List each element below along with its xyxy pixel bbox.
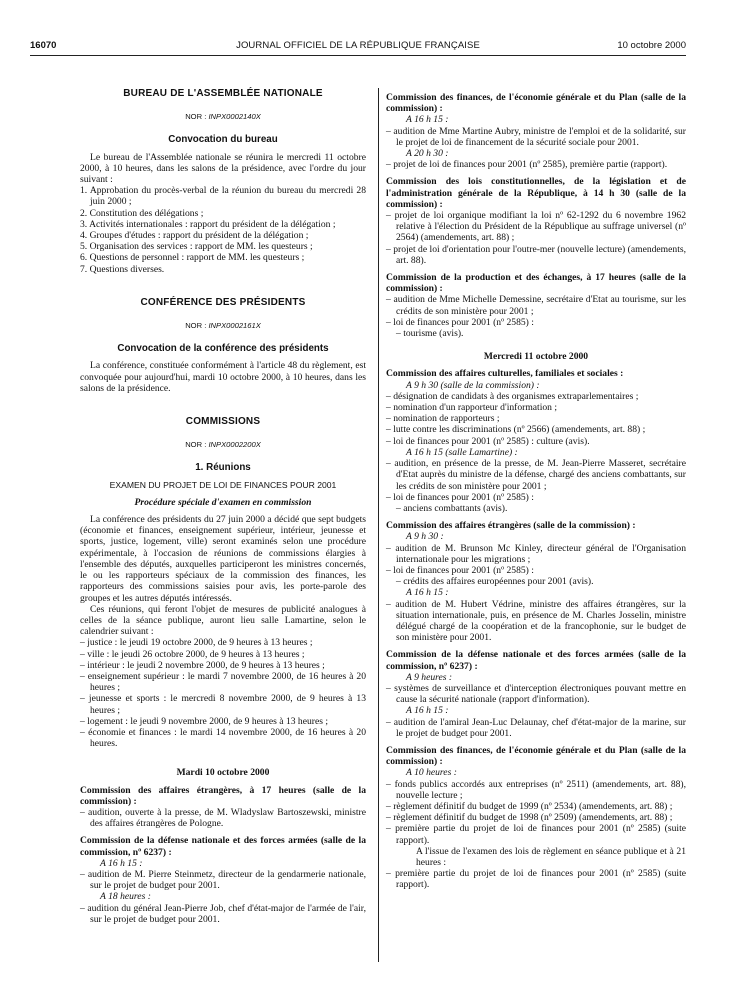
agenda-item: – audition de M. Brunson Mc Kinley, directeur général de l'Organisation internationale pour les migrations ; bbox=[386, 542, 686, 565]
issue-date: 10 octobre 2000 bbox=[617, 40, 686, 51]
schedule-item: – économie et finances : le mardi 14 novembre 2000, de 16 heures à 20 heures. bbox=[80, 726, 366, 750]
conference-title: CONFÉRENCE DES PRÉSIDENTS bbox=[140, 296, 306, 308]
bureau-nor bbox=[80, 111, 366, 122]
bureau-item: 1. Approbation du procès-verbal de la réunion du bureau du mercredi 28 juin 2000 ; bbox=[80, 185, 366, 208]
session-time: A 18 heures : bbox=[100, 891, 151, 903]
schedule-item: – ville : le jeudi 26 octobre 2000, de 9 heures à 13 heures ; bbox=[80, 648, 305, 660]
agenda-item: – première partie du projet de loi de finances pour 2001 (nº 2585) (suite rapport). bbox=[386, 868, 686, 891]
commission-heading: Commission des affaires étrangères (salle de la commission) : bbox=[386, 520, 636, 532]
commission-heading: Commission des affaires culturelles, familiales et sociales : bbox=[386, 368, 624, 380]
agenda-item: – projet de loi organique modifiant la loi nº 62-1292 du 6 novembre 1962 relative à l'élection du Président de la République au suffrage universel (nº 2564) (amendements, art. 88) ; bbox=[386, 210, 686, 244]
agenda-item: – nomination d'un rapporteur d'information ; bbox=[386, 402, 558, 414]
session-time: A 16 h 15 : bbox=[100, 857, 143, 869]
bureau-item: 2. Constitution des délégations ; bbox=[80, 207, 204, 219]
column-divider bbox=[378, 88, 379, 962]
commission-heading: Commission de la production et des échanges, à 17 heures (salle de la commission) : bbox=[386, 272, 686, 295]
commissions-nor bbox=[80, 439, 366, 450]
schedule-item: – intérieur : le jeudi 2 novembre 2000, de 9 heures à 13 heures ; bbox=[80, 659, 325, 671]
procedure-para: La conférence des présidents du 27 juin 2000 a décidé que sept budgets (économie et finances, enseignement supérieur, intérieur, jeunesse et sports, justice, logement, ville) seront examinés selon une procédure expérimentale, à l'occasion de réunions de commissions élargies à l'ensemble des députés, auxquelles participeront les ministres concernés, le ou les rapporteurs spéciaux de la commission des finances, les rapporteurs des commissions saisies pour avis, les porte-parole des groupes et les autres députés intéressés. bbox=[80, 514, 366, 604]
bureau-title: BUREAU DE L'ASSEMBLÉE NATIONALE bbox=[123, 88, 323, 99]
session-time: A 9 h 30 : bbox=[406, 531, 444, 543]
bureau-subtitle: Convocation du bureau bbox=[168, 134, 278, 146]
agenda-subitem: – crédits des affaires européennes pour 2001 (avis). bbox=[396, 576, 594, 588]
schedule-item: – jeunesse et sports : le mercredi 8 novembre 2000, de 9 heures à 13 heures ; bbox=[80, 693, 366, 716]
agenda-subitem: – tourisme (avis). bbox=[396, 328, 464, 340]
header-rule bbox=[30, 55, 686, 56]
session-time: A 16 h 15 (salle Lamartine) : bbox=[406, 446, 518, 458]
left-column bbox=[80, 88, 366, 925]
agenda-item: – audition de Mme Martine Aubry, ministre de l'emploi et de la solidarité, sur le projet de loi de financement de la sécurité sociale pour 2001. bbox=[386, 125, 686, 148]
agenda-item: – loi de finances pour 2001 (nº 2585) : bbox=[386, 564, 534, 576]
day-heading: Mercredi 11 octobre 2000 bbox=[483, 351, 589, 363]
commissions-title: COMMISSIONS bbox=[185, 416, 261, 428]
conference-nor bbox=[80, 320, 366, 331]
agenda-item: – fonds publics accordés aux entreprises (nº 2511) (amendements, art. 88), nouvelle lecture ; bbox=[386, 778, 686, 801]
agenda-item: – lutte contre les discriminations (nº 2566) (amendements, art. 88) ; bbox=[386, 424, 646, 436]
session-note: A l'issue de l'examen des lois de règlement en séance publique et à 21 heures : bbox=[416, 845, 686, 868]
agenda-item: – audition de l'amiral Jean-Luc Delaunay, chef d'état-major de la marine, sur le projet de budget pour 2001. bbox=[386, 716, 686, 739]
schedule-item: – logement : le jeudi 9 novembre 2000, de 9 heures à 13 heures ; bbox=[80, 715, 329, 727]
session-time: A 16 h 15 : bbox=[406, 114, 449, 126]
bureau-item: 6. Questions de personnel : rapport de MM. les questeurs ; bbox=[80, 252, 305, 264]
agenda-item: – audition de M. Pierre Steinmetz, directeur de la gendarmerie nationale, sur le projet de budget pour 2001. bbox=[80, 868, 366, 892]
nor-label: NOR : bbox=[185, 112, 207, 122]
agenda-item: – audition du général Jean-Pierre Job, chef d'état-major de l'armée de l'air, sur le projet de budget pour 2001. bbox=[80, 902, 366, 925]
commission-heading: Commission de la défense nationale et des forces armées (salle de la commission, nº 6237) : bbox=[80, 835, 366, 858]
session-time: A 9 h 30 (salle de la commission) : bbox=[406, 379, 540, 391]
agenda-item: – loi de finances pour 2001 (nº 2585) : bbox=[386, 491, 534, 503]
agenda-item: – audition, en présence de la presse, de M. Jean-Pierre Masseret, secrétaire d'Etat auprès du ministre de la défense, chargé des anciens combattants, sur les crédits de son ministère pour 2001 ; bbox=[386, 458, 686, 492]
session-time: A 10 heures : bbox=[406, 767, 457, 779]
bureau-item: 5. Organisation des services : rapport de MM. les questeurs ; bbox=[80, 241, 313, 253]
agenda-item: – audition, ouverte à la presse, de M. Wladyslaw Bartoszewski, ministre des affaires étrangères de Pologne. bbox=[80, 806, 366, 830]
commission-heading: Commission de la défense nationale et des forces armées (salle de la commission, nº 6237) : bbox=[386, 649, 686, 672]
nor-code: INPX0002161X bbox=[208, 321, 261, 331]
agenda-item: – loi de finances pour 2001 (nº 2585) : culture (avis). bbox=[386, 435, 590, 447]
nor-label: NOR : bbox=[185, 321, 207, 331]
agenda-item: – audition de Mme Michelle Demessine, secrétaire d'Etat au tourisme, sur les crédits de son ministère pour 2001 ; bbox=[386, 294, 686, 317]
conference-subtitle: Convocation de la conférence des présidents bbox=[117, 343, 329, 355]
session-time: A 16 h 15 : bbox=[406, 587, 449, 599]
commission-heading: Commission des affaires étrangères, à 17 heures (salle de la commission) : bbox=[80, 784, 366, 807]
bureau-item: 7. Questions diverses. bbox=[80, 263, 165, 275]
nor-label: NOR : bbox=[185, 440, 207, 450]
conference-text: La conférence, constituée conformément à l'article 48 du règlement, est convoquée pour aujourd'hui, mardi 10 octobre 2000, à 10 heures, dans les salons de la présidence. bbox=[80, 360, 366, 394]
right-column bbox=[386, 92, 686, 891]
session-time: A 20 h 30 : bbox=[406, 148, 449, 160]
page-header bbox=[30, 40, 686, 54]
agenda-item: – désignation de candidats à des organismes extraparlementaires ; bbox=[386, 390, 639, 402]
section-title: 1. Réunions bbox=[195, 462, 251, 474]
commission-heading: Commission des finances, de l'économie générale et du Plan (salle de la commission) : bbox=[386, 744, 686, 768]
bureau-intro: Le bureau de l'Assemblée nationale se réunira le mercredi 11 octobre 2000, à 10 heures, dans les salons de la présidence, avec l'ordre du jour suivant : bbox=[80, 151, 366, 186]
bureau-item: 4. Groupes d'études : rapport du président de la délégation ; bbox=[80, 230, 309, 242]
page-number: 16070 bbox=[30, 40, 57, 51]
nor-code: INPX0002200X bbox=[208, 440, 261, 450]
agenda-item: – nomination de rapporteurs ; bbox=[386, 413, 500, 425]
journal-title: JOURNAL OFFICIEL DE LA RÉPUBLIQUE FRANÇAISE bbox=[236, 40, 480, 51]
commission-heading: Commission des lois constitutionnelles, de la législation et de l'administration générale de la République, à 14 h 30 (salle de la commission) : bbox=[386, 176, 686, 210]
agenda-item: – loi de finances pour 2001 (nº 2585) : bbox=[386, 316, 534, 328]
agenda-item: – projet de loi d'orientation pour l'outre-mer (nouvelle lecture) (amendements, art. 88). bbox=[386, 243, 686, 266]
agenda-item: – systèmes de surveillance et d'interception électroniques pouvant mettre en cause la sécurité nationale (rapport d'information). bbox=[386, 682, 686, 706]
bureau-item: 3. Activités internationales : rapport du président de la délégation ; bbox=[80, 218, 336, 230]
agenda-item: – règlement définitif du budget de 1998 (nº 2509) (amendements, art. 88) ; bbox=[386, 812, 673, 824]
agenda-subitem: – anciens combattants (avis). bbox=[396, 502, 508, 514]
agenda-item: – projet de loi de finances pour 2001 (nº 2585), première partie (rapport). bbox=[386, 159, 668, 171]
nor-code: INPX0002140X bbox=[208, 112, 261, 122]
exam-title: EXAMEN DU PROJET DE LOI DE FINANCES POUR 2001 bbox=[109, 479, 337, 490]
agenda-item: – règlement définitif du budget de 1999 (nº 2534) (amendements, art. 88) ; bbox=[386, 800, 673, 812]
procedure-title: Procédure spéciale d'examen en commission bbox=[134, 496, 312, 508]
schedule-item: – enseignement supérieur : le mardi 7 novembre 2000, de 16 heures à 20 heures ; bbox=[80, 670, 366, 694]
session-time: A 16 h 15 : bbox=[406, 705, 449, 717]
schedule-item: – justice : le jeudi 19 octobre 2000, de 9 heures à 13 heures ; bbox=[80, 637, 313, 649]
agenda-item: – première partie du projet de loi de finances pour 2001 (nº 2585) (suite rapport). bbox=[386, 823, 686, 846]
commission-heading: Commission des finances, de l'économie générale et du Plan (salle de la commission) : bbox=[386, 92, 686, 115]
session-time: A 9 heures : bbox=[406, 671, 453, 683]
calendar-intro: Ces réunions, qui feront l'objet de mesures de publicité analogues à celles de la séance publique, auront lieu salle Lamartine, selon le calendrier suivant : bbox=[80, 603, 366, 638]
agenda-item: – audition de M. Hubert Védrine, ministre des affaires étrangères, sur la situation internationale, puis, en présence de M. Charles Josselin, ministre délégué chargé de la coopération et de la francophonie, sur le budget de son ministère pour 2001. bbox=[386, 598, 686, 644]
day-heading: Mardi 10 octobre 2000 bbox=[176, 767, 270, 779]
